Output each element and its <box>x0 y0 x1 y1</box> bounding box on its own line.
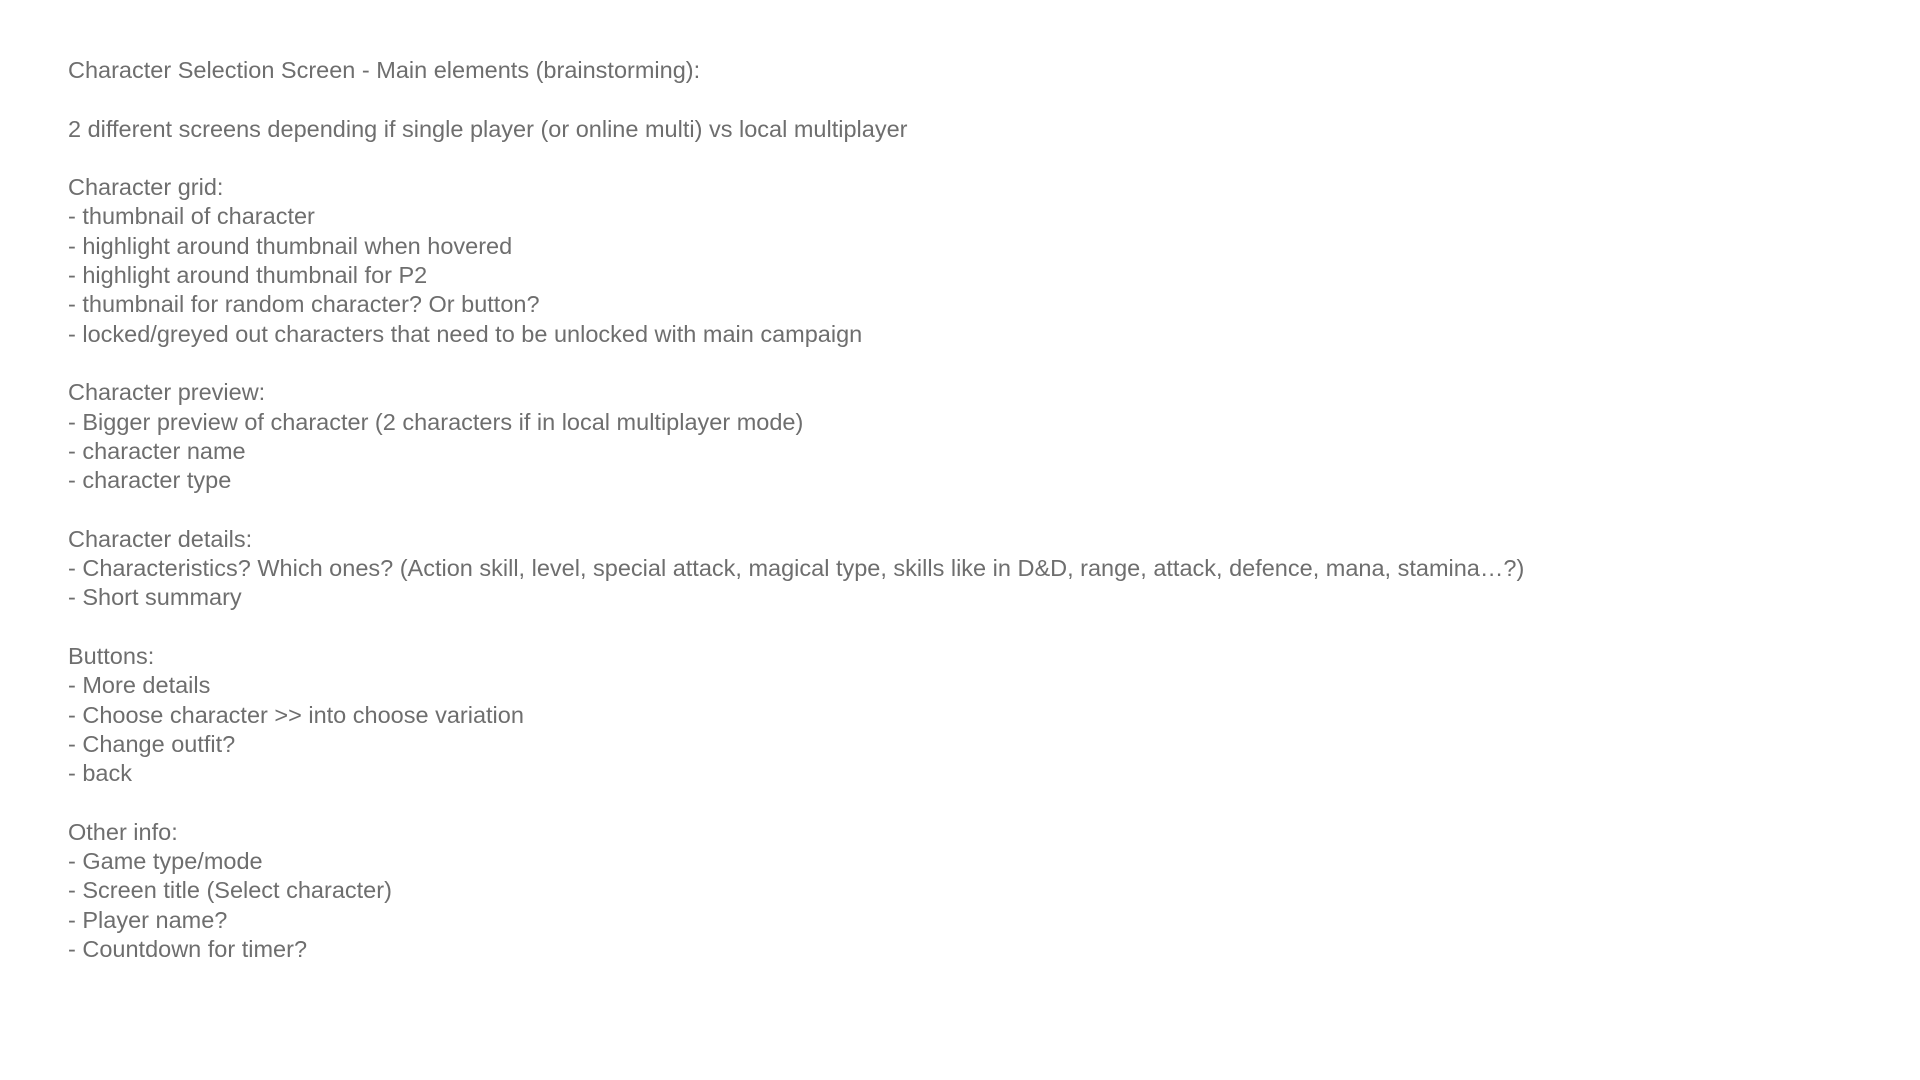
list-item: - character type <box>68 467 232 494</box>
section-other-info <box>68 818 1920 964</box>
section-heading: Character preview: <box>68 379 266 406</box>
list-item: - Countdown for timer? <box>68 935 308 962</box>
list-item: - locked/greyed out characters that need to be unlocked with main campaign <box>68 320 863 347</box>
spacer <box>68 349 1920 378</box>
list-item: - Choose character >> into choose variation <box>68 701 524 728</box>
list-item: - Player name? <box>68 906 228 933</box>
document-title: Character Selection Screen - Main elements (brainstorming): <box>68 57 701 83</box>
list-item: - Short summary <box>68 584 242 611</box>
section-buttons <box>68 642 1920 788</box>
spacer <box>68 144 1920 173</box>
section-character-details <box>68 525 1920 613</box>
list-item: - back <box>68 760 132 787</box>
list-item: - Characteristics? Which ones? (Action skill, level, special attack, magical type, skills like in D&D, range, attack, defence, mana, stamina…?) <box>68 555 1525 582</box>
list-item: - highlight around thumbnail when hovered <box>68 232 513 259</box>
spacer <box>68 495 1920 524</box>
list-item: - thumbnail of character <box>68 203 315 230</box>
spacer <box>68 788 1920 817</box>
section-character-grid <box>68 173 1920 349</box>
section-heading: Buttons: <box>68 642 155 669</box>
list-item: - More details <box>68 672 211 699</box>
section-character-preview <box>68 378 1920 495</box>
list-item: - thumbnail for random character? Or button? <box>68 291 540 318</box>
spacer <box>68 613 1920 642</box>
list-item: - Bigger preview of character (2 characters if in local multiplayer mode) <box>68 408 804 435</box>
section-heading: Other info: <box>68 818 178 845</box>
list-item: - character name <box>68 437 246 464</box>
spacer <box>68 85 1920 114</box>
list-item: - highlight around thumbnail for P2 <box>68 262 428 289</box>
list-item: - Game type/mode <box>68 848 263 875</box>
section-heading: Character grid: <box>68 174 224 201</box>
list-item: - Change outfit? <box>68 730 236 757</box>
list-item: - Screen title (Select character) <box>68 877 392 904</box>
section-heading: Character details: <box>68 525 253 552</box>
intro-text: 2 different screens depending if single player (or online multi) vs local multiplayer <box>68 115 908 142</box>
